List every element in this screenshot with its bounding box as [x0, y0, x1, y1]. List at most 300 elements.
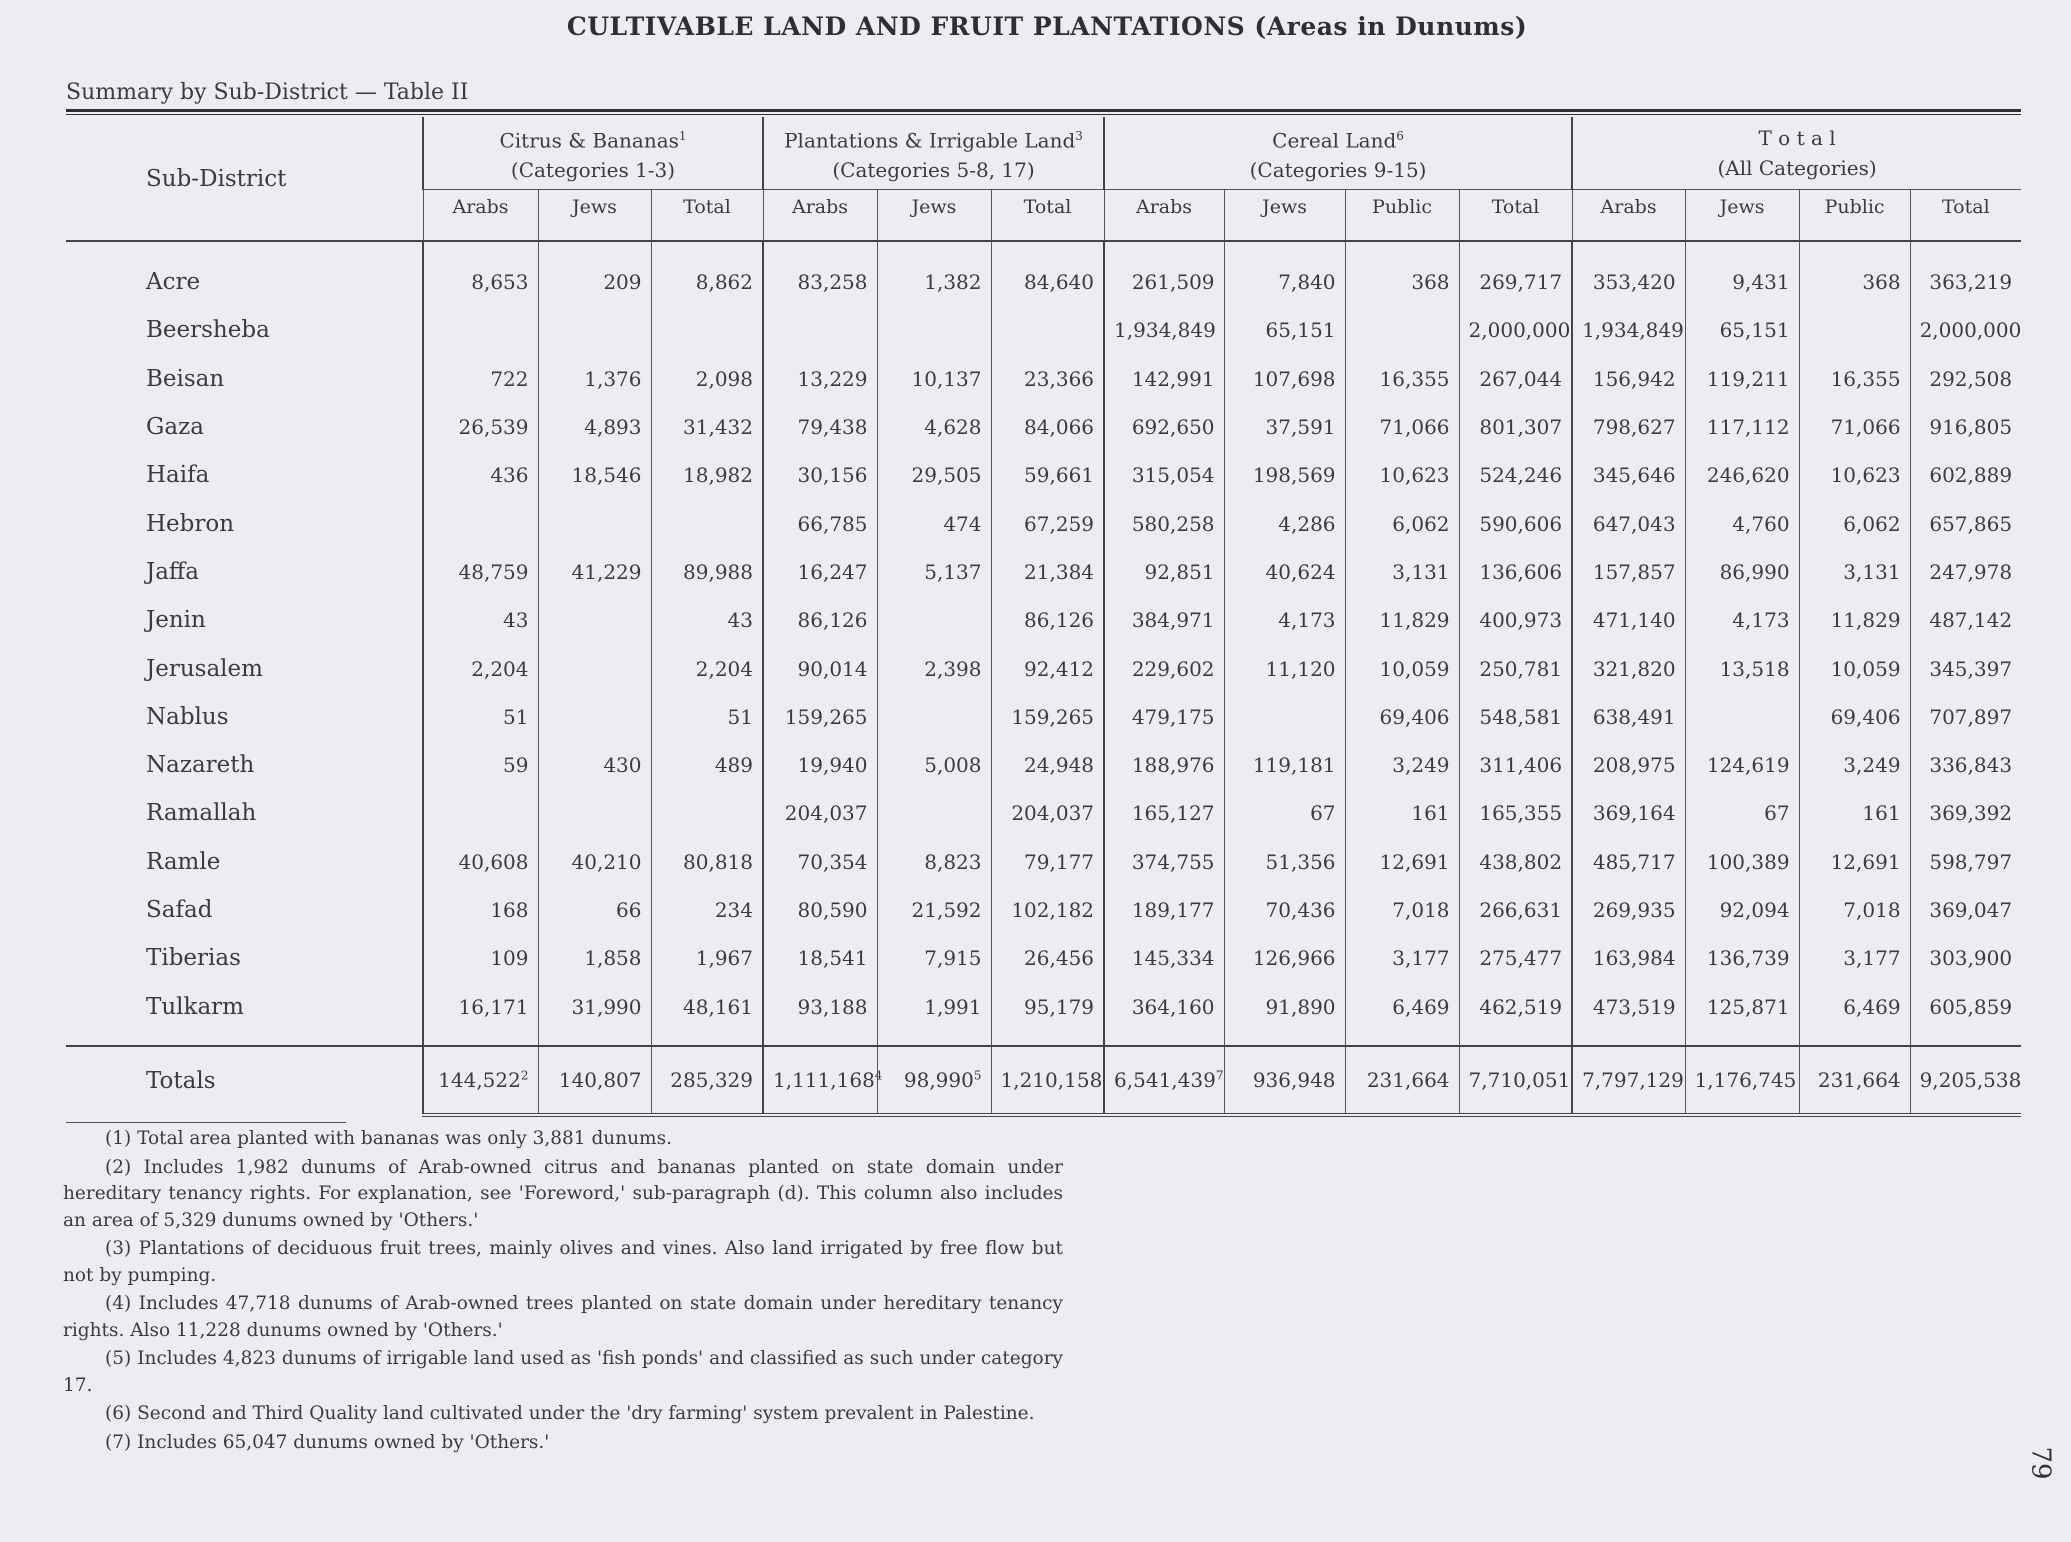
table-cell: 1,967	[651, 934, 763, 982]
sub-district-name: Ramle	[146, 848, 221, 875]
column-header: Arabs	[1104, 190, 1224, 242]
table-cell: 65,151	[1224, 306, 1345, 354]
table-cell: 23,366	[991, 355, 1104, 403]
totals-cell	[991, 1046, 1104, 1115]
sub-district-name: Gaza	[146, 414, 204, 441]
totals-cell	[651, 1046, 763, 1115]
table-cell: 336,843	[1910, 741, 2021, 789]
table-cell: 65,151	[1685, 306, 1799, 354]
table-cell	[651, 306, 763, 354]
column-header: Arabs	[1572, 190, 1685, 242]
table-cell: 163,984	[1572, 934, 1685, 982]
table-row	[66, 644, 2021, 692]
table-row	[66, 451, 2021, 499]
table-cell: 10,137	[877, 355, 991, 403]
table-cell: 7,018	[1799, 886, 1910, 934]
table-cell: 90,014	[763, 644, 877, 692]
table-cell: 142,991	[1104, 355, 1224, 403]
table-cell: 11,120	[1224, 644, 1345, 692]
table-cell: 159,265	[763, 693, 877, 741]
table-header	[66, 117, 2021, 241]
table-cell: 430	[538, 741, 651, 789]
spacer-cell	[651, 1031, 763, 1046]
table-cell: 2,204	[423, 644, 538, 692]
sub-district-name: Beersheba	[146, 317, 270, 344]
table-cell: 368	[1345, 241, 1459, 306]
totals-value: 1,210,158	[1000, 1067, 1103, 1092]
table-cell: 801,307	[1459, 403, 1572, 451]
totals-value: 1,176,745	[1694, 1067, 1797, 1092]
totals-row	[66, 1046, 2021, 1115]
spacer-cell	[1224, 1031, 1345, 1046]
table-cell: 136,606	[1459, 548, 1572, 596]
table-cell: 31,990	[538, 982, 651, 1030]
table-cell: 580,258	[1104, 499, 1224, 547]
spacer-cell	[1104, 1031, 1224, 1046]
table-cell: 124,619	[1685, 741, 1799, 789]
table-cell: 26,456	[991, 934, 1104, 982]
group-label: Plantations & Irrigable Land	[784, 128, 1076, 153]
footnote-ref: 4	[874, 1068, 883, 1083]
table-cell: 24,948	[991, 741, 1104, 789]
table-cell: 267,044	[1459, 355, 1572, 403]
table-cell: 6,062	[1345, 499, 1459, 547]
footnote-ref: 1	[678, 128, 687, 143]
totals-value: 9,205,538	[1919, 1067, 2022, 1092]
table-cell: 136,739	[1685, 934, 1799, 982]
table-cell: 471,140	[1572, 596, 1685, 644]
column-header: Total	[1910, 190, 2021, 242]
table-cell: 40,624	[1224, 548, 1345, 596]
table-row	[66, 789, 2021, 837]
group-header	[1572, 117, 2021, 190]
table-cell: 1,376	[538, 355, 651, 403]
totals-cell	[1459, 1046, 1572, 1115]
table-cell: 208,975	[1572, 741, 1685, 789]
table-cell: 479,175	[1104, 693, 1224, 741]
table-cell: 4,760	[1685, 499, 1799, 547]
table-cell: 18,982	[651, 451, 763, 499]
table-cell: 67	[1224, 789, 1345, 837]
totals-value: 285,329	[670, 1067, 753, 1092]
footnote-text: Plantations of deciduous fruit trees, mainly olives and vines. Also land irrigated by free flow but not by pumping.	[63, 1238, 1063, 1286]
sub-district-name: Nablus	[146, 703, 229, 730]
table-cell: 353,420	[1572, 241, 1685, 306]
table-cell	[877, 693, 991, 741]
table-cell: 292,508	[1910, 355, 2021, 403]
footnote	[63, 1126, 1063, 1153]
sub-district-header: Sub-District	[66, 117, 423, 241]
table-cell: 2,000,000	[1910, 306, 2021, 354]
table-cell	[1345, 306, 1459, 354]
footnote	[63, 1236, 1063, 1289]
table-cell: 92,412	[991, 644, 1104, 692]
page-title: CULTIVABLE LAND AND FRUIT PLANTATIONS (Areas in Dunums)	[566, 12, 1528, 41]
table-cell	[877, 789, 991, 837]
group-categories: (Categories 9-15)	[1249, 158, 1427, 183]
table-cell: 86,126	[763, 596, 877, 644]
table-cell: 59,661	[991, 451, 1104, 499]
footnote-divider	[66, 1122, 346, 1123]
table-cell: 31,432	[651, 403, 763, 451]
table-cell: 93,188	[763, 982, 877, 1030]
spacer-cell	[877, 1031, 991, 1046]
totals-cell	[1224, 1046, 1345, 1115]
group-categories: (Categories 5-8, 17)	[832, 158, 1035, 183]
table-cell: 485,717	[1572, 838, 1685, 886]
table-cell: 374,755	[1104, 838, 1224, 886]
table-cell	[423, 789, 538, 837]
spacer-cell	[1799, 1031, 1910, 1046]
group-header	[1104, 117, 1572, 190]
totals-value: 231,664	[1366, 1067, 1450, 1092]
table-cell: 92,094	[1685, 886, 1799, 934]
table-cell	[538, 596, 651, 644]
footnote-number: (3)	[105, 1238, 132, 1259]
spacer-cell	[991, 1031, 1104, 1046]
table-cell: 102,182	[991, 886, 1104, 934]
top-rule-thin	[66, 114, 2021, 115]
subtitle-text: Summary by Sub-District	[66, 80, 348, 105]
table-row	[66, 403, 2021, 451]
column-header: Jews	[877, 190, 991, 242]
table-cell: 269,717	[1459, 241, 1572, 306]
spacer-cell	[763, 1031, 877, 1046]
footnote-text: Includes 65,047 dunums owned by 'Others.'	[137, 1431, 550, 1453]
spacer-cell	[538, 1031, 651, 1046]
table-cell: 86,126	[991, 596, 1104, 644]
table-cell: 311,406	[1459, 741, 1572, 789]
table-cell: 345,397	[1910, 644, 2021, 692]
table-cell	[651, 789, 763, 837]
table-cell: 707,897	[1910, 693, 2021, 741]
group-categories: (Categories 1-3)	[510, 158, 676, 183]
table-cell: 91,890	[1224, 982, 1345, 1030]
spacer-cell	[1459, 1031, 1572, 1046]
sub-district-name: Nazareth	[146, 752, 255, 779]
table-cell: 3,131	[1345, 548, 1459, 596]
table-cell: 4,286	[1224, 499, 1345, 547]
totals-cell	[763, 1046, 883, 1115]
spacer-row	[66, 1031, 2021, 1046]
footnote-ref: 7	[1215, 1068, 1224, 1083]
table-cell	[1799, 306, 1910, 354]
table-row	[66, 499, 2021, 547]
table-cell: 12,691	[1345, 838, 1459, 886]
table-cell: 157,857	[1572, 548, 1685, 596]
spacer-cell	[1685, 1031, 1799, 1046]
table-subtitle	[66, 80, 468, 105]
table-cell: 80,590	[763, 886, 877, 934]
table-cell: 29,505	[877, 451, 991, 499]
table-cell: 66,785	[763, 499, 877, 547]
table-cell	[1685, 693, 1799, 741]
table-cell: 84,640	[991, 241, 1104, 306]
table-cell: 70,354	[763, 838, 877, 886]
subtitle-dash: —	[354, 80, 377, 105]
column-header: Public	[1799, 190, 1910, 242]
table-row	[66, 306, 2021, 354]
table-cell	[538, 789, 651, 837]
table-cell: 41,229	[538, 548, 651, 596]
table-cell: 10,059	[1345, 644, 1459, 692]
table-cell: 798,627	[1572, 403, 1685, 451]
table-cell: 3,131	[1799, 548, 1910, 596]
footnote-text: Second and Third Quality land cultivated under the 'dry farming' system prevalent in Palestine.	[137, 1403, 1035, 1424]
footnote-text: Includes 1,982 dunums of Arab-owned citrus and bananas planted on state domain under hereditary tenancy rights. For explanation, see 'Foreword,' sub-paragraph (d). This column also includes an area of 5,329 dunums owned by 'Others.'	[63, 1156, 1063, 1231]
table-row	[66, 548, 2021, 596]
totals-value: 140,807	[558, 1067, 642, 1092]
table-cell	[538, 306, 651, 354]
table-cell: 6,062	[1799, 499, 1910, 547]
table-cell: 2,098	[651, 355, 763, 403]
sub-district-name: Haifa	[146, 462, 210, 489]
table-cell	[538, 644, 651, 692]
sub-district-name: Jenin	[146, 607, 206, 634]
table-cell: 159,265	[991, 693, 1104, 741]
table-cell: 18,541	[763, 934, 877, 982]
table-cell: 1,934,849	[1104, 306, 1224, 354]
totals-cell	[1799, 1046, 1910, 1115]
group-label: Citrus & Bananas	[499, 128, 679, 153]
table-cell: 43	[651, 596, 763, 644]
group-header	[763, 117, 1104, 190]
footnote-ref: 3	[1075, 128, 1083, 143]
table-cell: 30,156	[763, 451, 877, 499]
table-cell: 275,477	[1459, 934, 1572, 982]
table-cell: 10,623	[1345, 451, 1459, 499]
table-cell: 165,355	[1459, 789, 1572, 837]
table-cell: 368	[1799, 241, 1910, 306]
spacer-cell	[423, 1031, 538, 1046]
table-cell: 234	[651, 886, 763, 934]
table-cell: 16,171	[423, 982, 538, 1030]
table-cell: 13,518	[1685, 644, 1799, 692]
table-cell: 51,356	[1224, 838, 1345, 886]
table-body	[66, 241, 2021, 1115]
table-cell: 48,759	[423, 548, 538, 596]
column-header: Arabs	[763, 190, 877, 242]
table-row	[66, 241, 2021, 306]
sub-district-name: Safad	[146, 897, 213, 923]
table-cell: 84,066	[991, 403, 1104, 451]
footnote-number: (2)	[105, 1156, 132, 1178]
table-cell: 156,942	[1572, 355, 1685, 403]
spacer-cell	[1572, 1031, 1685, 1046]
table-cell: 10,623	[1799, 451, 1910, 499]
table-cell: 489	[651, 741, 763, 789]
table-cell: 40,608	[423, 838, 538, 886]
table-cell: 10,059	[1799, 644, 1910, 692]
table-row	[66, 886, 2021, 934]
totals-value: 144,522	[438, 1067, 521, 1092]
table-cell: 548,581	[1459, 693, 1572, 741]
column-header: Jews	[1224, 190, 1345, 242]
table-cell: 7,915	[877, 934, 991, 982]
table-cell	[877, 306, 991, 354]
table-cell: 3,249	[1799, 741, 1910, 789]
table-cell: 3,177	[1345, 934, 1459, 982]
table-cell: 364,160	[1104, 982, 1224, 1030]
table-cell: 590,606	[1459, 499, 1572, 547]
table-cell: 70,436	[1224, 886, 1345, 934]
table-cell: 6,469	[1345, 982, 1459, 1030]
table-cell: 3,249	[1345, 741, 1459, 789]
totals-value: 6,541,439	[1114, 1067, 1216, 1092]
group-label: Cereal Land	[1272, 128, 1397, 153]
table-cell: 487,142	[1910, 596, 2021, 644]
table-cell: 3,177	[1799, 934, 1910, 982]
table-cell: 462,519	[1459, 982, 1572, 1030]
table-cell	[877, 596, 991, 644]
table-cell: 8,862	[651, 241, 763, 306]
group-header	[423, 117, 763, 190]
footnote-number: (1)	[105, 1128, 132, 1149]
table-cell: 722	[423, 355, 538, 403]
column-header: Total	[991, 190, 1104, 242]
table-cell: 71,066	[1345, 403, 1459, 451]
table-cell: 657,865	[1910, 499, 2021, 547]
sub-district-name: Jerusalem	[146, 655, 263, 682]
table-cell: 40,210	[538, 838, 651, 886]
table-cell: 602,889	[1910, 451, 2021, 499]
table-cell: 2,000,000	[1459, 306, 1572, 354]
table-cell: 161	[1799, 789, 1910, 837]
table-cell: 369,392	[1910, 789, 2021, 837]
table-cell: 524,246	[1459, 451, 1572, 499]
table-cell: 438,802	[1459, 838, 1572, 886]
table-cell: 51	[423, 693, 538, 741]
table-cell: 79,177	[991, 838, 1104, 886]
page-number: 79	[2025, 1446, 2056, 1480]
totals-value: 7,797,129	[1582, 1067, 1684, 1092]
table-cell	[423, 306, 538, 354]
sub-district-name: Tulkarm	[146, 993, 244, 1020]
table-cell: 363,219	[1910, 241, 2021, 306]
table-cell: 4,173	[1224, 596, 1345, 644]
table-cell: 5,137	[877, 548, 991, 596]
table-cell: 315,054	[1104, 451, 1224, 499]
sub-district-name: Tiberias	[146, 945, 241, 972]
table-cell: 59	[423, 741, 538, 789]
table-cell: 8,823	[877, 838, 991, 886]
table-cell: 51	[651, 693, 763, 741]
sub-district-name: Jaffa	[146, 558, 199, 585]
footnote-number: (7)	[105, 1431, 132, 1453]
table-cell: 18,546	[538, 451, 651, 499]
totals-value: 231,664	[1817, 1067, 1901, 1092]
totals-cell	[423, 1046, 538, 1115]
table-cell: 69,406	[1345, 693, 1459, 741]
table-cell: 119,211	[1685, 355, 1799, 403]
summary-table	[66, 117, 2021, 1117]
table-cell: 400,973	[1459, 596, 1572, 644]
table-cell: 161	[1345, 789, 1459, 837]
table-cell: 126,966	[1224, 934, 1345, 982]
table-cell: 6,469	[1799, 982, 1910, 1030]
totals-value: 1,111,168	[773, 1067, 875, 1092]
table-cell: 100,389	[1685, 838, 1799, 886]
totals-label: Totals	[66, 1046, 423, 1115]
table-cell	[538, 693, 651, 741]
table-cell: 117,112	[1685, 403, 1799, 451]
table-cell: 246,620	[1685, 451, 1799, 499]
table-cell: 436	[423, 451, 538, 499]
table-label: Table II	[383, 80, 469, 105]
table-cell: 250,781	[1459, 644, 1572, 692]
table-row	[66, 741, 2021, 789]
table-cell: 119,181	[1224, 741, 1345, 789]
table-cell: 692,650	[1104, 403, 1224, 451]
table-cell: 247,978	[1910, 548, 2021, 596]
table-cell: 229,602	[1104, 644, 1224, 692]
spacer-cell	[1910, 1031, 2021, 1046]
table-cell: 37,591	[1224, 403, 1345, 451]
table-cell: 16,247	[763, 548, 877, 596]
group-label: T o t a l	[1758, 126, 1836, 150]
table-cell: 48,161	[651, 982, 763, 1030]
table-cell: 12,691	[1799, 838, 1910, 886]
table-cell: 95,179	[991, 982, 1104, 1030]
table-cell: 638,491	[1572, 693, 1685, 741]
table-cell: 80,818	[651, 838, 763, 886]
table-cell: 71,066	[1799, 403, 1910, 451]
totals-cell	[1685, 1046, 1799, 1115]
table-cell: 16,355	[1345, 355, 1459, 403]
footnote-text: Includes 47,718 dunums of Arab-owned trees planted on state domain under hereditary tenancy rights. Also 11,228 dunums owned by 'Others.'	[63, 1293, 1063, 1341]
table-cell: 26,539	[423, 403, 538, 451]
footnote	[63, 1346, 1063, 1399]
table-cell: 369,164	[1572, 789, 1685, 837]
table-cell	[651, 499, 763, 547]
table-cell: 1,991	[877, 982, 991, 1030]
footnote-ref: 6	[1396, 128, 1404, 143]
table-cell: 188,976	[1104, 741, 1224, 789]
footnote-ref: 5	[973, 1068, 982, 1083]
footnote-ref: 2	[520, 1068, 529, 1083]
table-cell: 165,127	[1104, 789, 1224, 837]
table-cell: 1,382	[877, 241, 991, 306]
totals-cell	[1345, 1046, 1459, 1115]
table-cell: 189,177	[1104, 886, 1224, 934]
footnote-number: (4)	[105, 1293, 132, 1314]
totals-cell	[1572, 1046, 1685, 1115]
table-cell: 1,934,849	[1572, 306, 1685, 354]
totals-cell	[538, 1046, 651, 1115]
table-cell: 204,037	[763, 789, 877, 837]
table-cell	[1224, 693, 1345, 741]
table-row	[66, 596, 2021, 644]
column-header: Total	[1459, 190, 1572, 242]
spacer-cell	[66, 1031, 423, 1046]
table-cell: 66	[538, 886, 651, 934]
table-row	[66, 934, 2021, 982]
table-cell: 13,229	[763, 355, 877, 403]
footnote-text: Total area planted with bananas was only 3,881 dunums.	[137, 1128, 672, 1149]
totals-value: 936,948	[1252, 1067, 1336, 1092]
table-cell: 369,047	[1910, 886, 2021, 934]
table-cell: 107,698	[1224, 355, 1345, 403]
table-cell: 647,043	[1572, 499, 1685, 547]
footnote	[63, 1155, 1063, 1235]
table-cell: 19,940	[763, 741, 877, 789]
table-cell: 92,851	[1104, 548, 1224, 596]
table-cell	[763, 306, 877, 354]
table-cell: 269,935	[1572, 886, 1685, 934]
column-header: Total	[651, 190, 763, 242]
footnote	[63, 1401, 1063, 1428]
group-categories: (All Categories)	[1717, 156, 1877, 180]
